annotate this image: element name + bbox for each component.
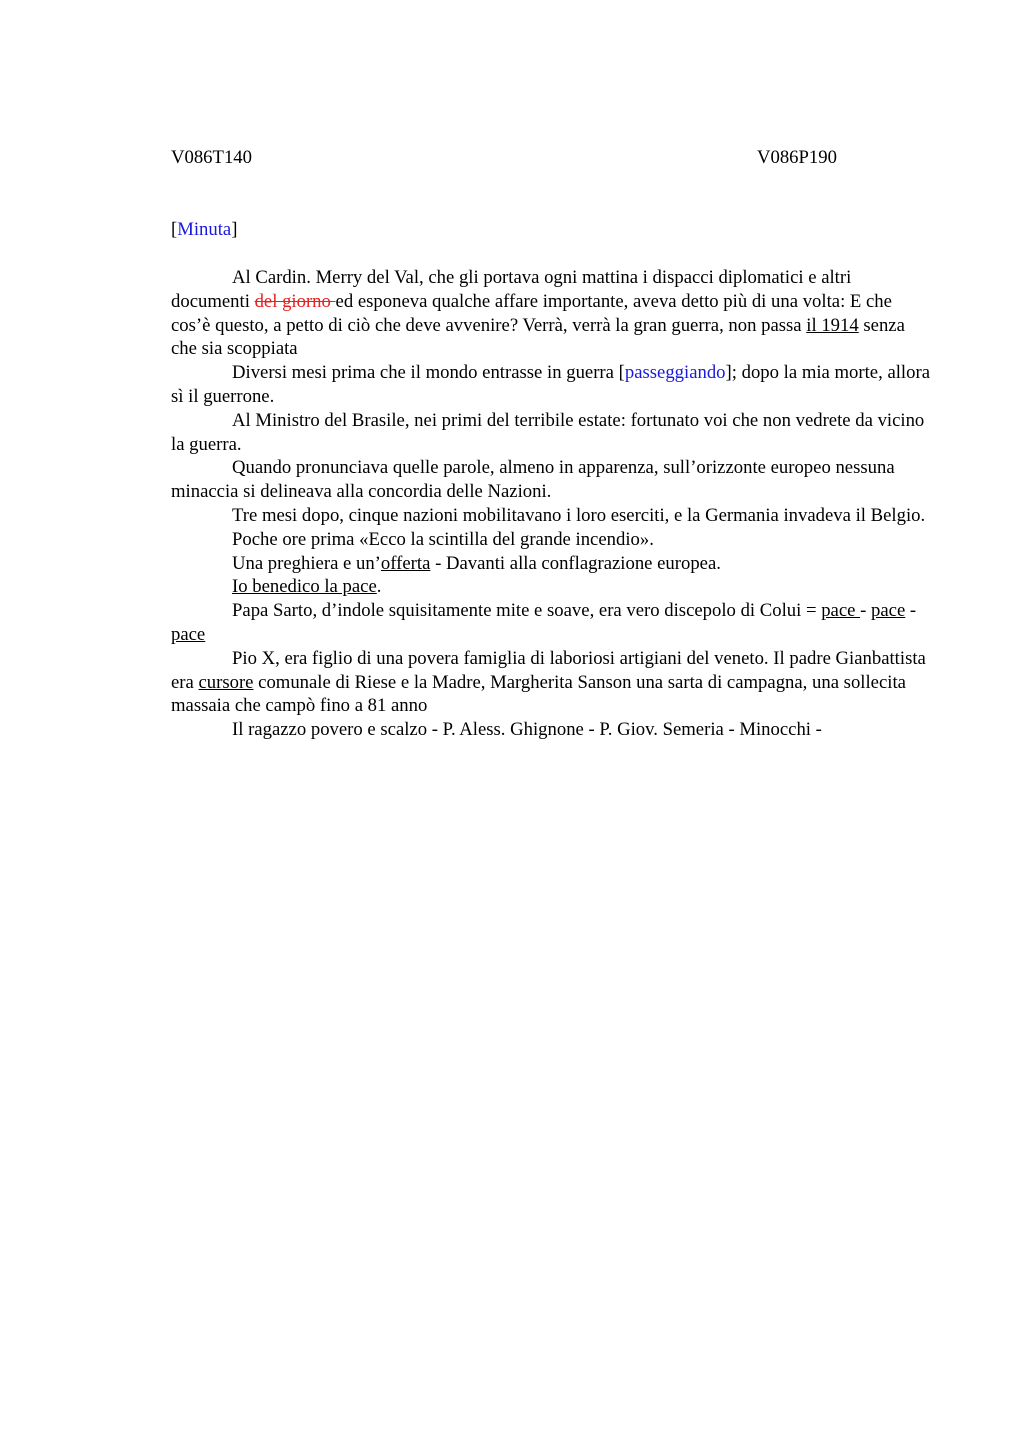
- paragraph-10: [171, 647, 931, 718]
- bracket-close: ]: [231, 219, 238, 240]
- underlined-offerta: offerta: [380, 552, 431, 574]
- underlined-year: il 1914: [806, 314, 859, 336]
- p9-sep-1: -: [860, 600, 872, 622]
- underlined-pace-3: pace: [171, 623, 206, 645]
- paragraph-11: Il ragazzo povero e scalzo - P. Aless. Ghignone - P. Giov. Semeria - Minocchi -: [232, 719, 822, 741]
- p10-text-b: comunale di Riese e la Madre, Margherita Sanson una sarta di campagna, una sollecita massaia che campò fino a 81 anno: [171, 671, 906, 717]
- underlined-pace-1: pace: [821, 600, 861, 622]
- document-code-right: V086P190: [757, 147, 837, 168]
- paragraph-5: Tre mesi dopo, cinque nazioni mobilitavano i loro eserciti, e la Germania invadeva il Belgio.: [232, 504, 926, 526]
- underlined-pace-2: pace: [871, 600, 906, 622]
- minuta-label: Minuta: [177, 219, 232, 240]
- paragraph-7: [171, 552, 931, 576]
- p2-text-a: Diversi mesi prima che il mondo entrasse in guerra [: [232, 362, 625, 384]
- p7-text-a: Una preghiera e un’: [232, 552, 381, 574]
- paragraph-9: [171, 599, 931, 647]
- p10-text-a: Pio X, era figlio di una povera famiglia di laboriosi artigiani del veneto. Il padre Gianbattista era: [171, 647, 926, 693]
- paragraph-4: Quando pronunciava quelle parole, almeno in apparenza, sull’orizzonte europeo nessuna minaccia si delineava alla concordia delle Nazioni.: [171, 457, 895, 503]
- paragraph-6: Poche ore prima «Ecco la scintilla del grande incendio».: [232, 528, 654, 550]
- document-body: [171, 266, 931, 742]
- bracket-open: [: [171, 219, 178, 240]
- p7-text-b: - Davanti alla conflagrazione europea.: [430, 552, 721, 574]
- paragraph-2: [171, 361, 931, 409]
- paragraph-3: Al Ministro del Brasile, nei primi del terribile estate: fortunato voi che non vedrete da vicino la guerra.: [171, 409, 925, 455]
- deleted-text: del giorno: [254, 290, 336, 312]
- underlined-cursore: cursore: [198, 671, 254, 693]
- p9-sep-2: -: [905, 600, 917, 622]
- minuta-tag: [171, 218, 237, 242]
- p8-text-b: .: [376, 576, 382, 598]
- p1-text-a: Al Cardin. Merry del Val, che gli portava ogni mattina i dispacci diplomatici e altri documenti: [171, 267, 852, 312]
- paragraph-8: [171, 575, 931, 599]
- p1-text-c: senza che sia scoppiata: [171, 314, 905, 360]
- p1-text-b: ed esponeva qualche affare importante, aveva detto più di una volta: E che cos’è questo, a petto di ciò che deve avvenire? Verrà, verrà la gran guerra, non passa: [171, 290, 892, 336]
- underlined-benedico: Io benedico la pace: [232, 576, 377, 598]
- document-code-left: V086T140: [171, 147, 252, 168]
- p9-text-a: Papa Sarto, d’indole squisitamente mite e soave, era vero discepolo di Colui =: [232, 600, 822, 622]
- paragraph-1: [171, 266, 931, 361]
- p2-text-b: ]; dopo la mia morte, allora sì il guerrone.: [171, 362, 930, 407]
- editorial-note: passeggiando: [624, 362, 726, 384]
